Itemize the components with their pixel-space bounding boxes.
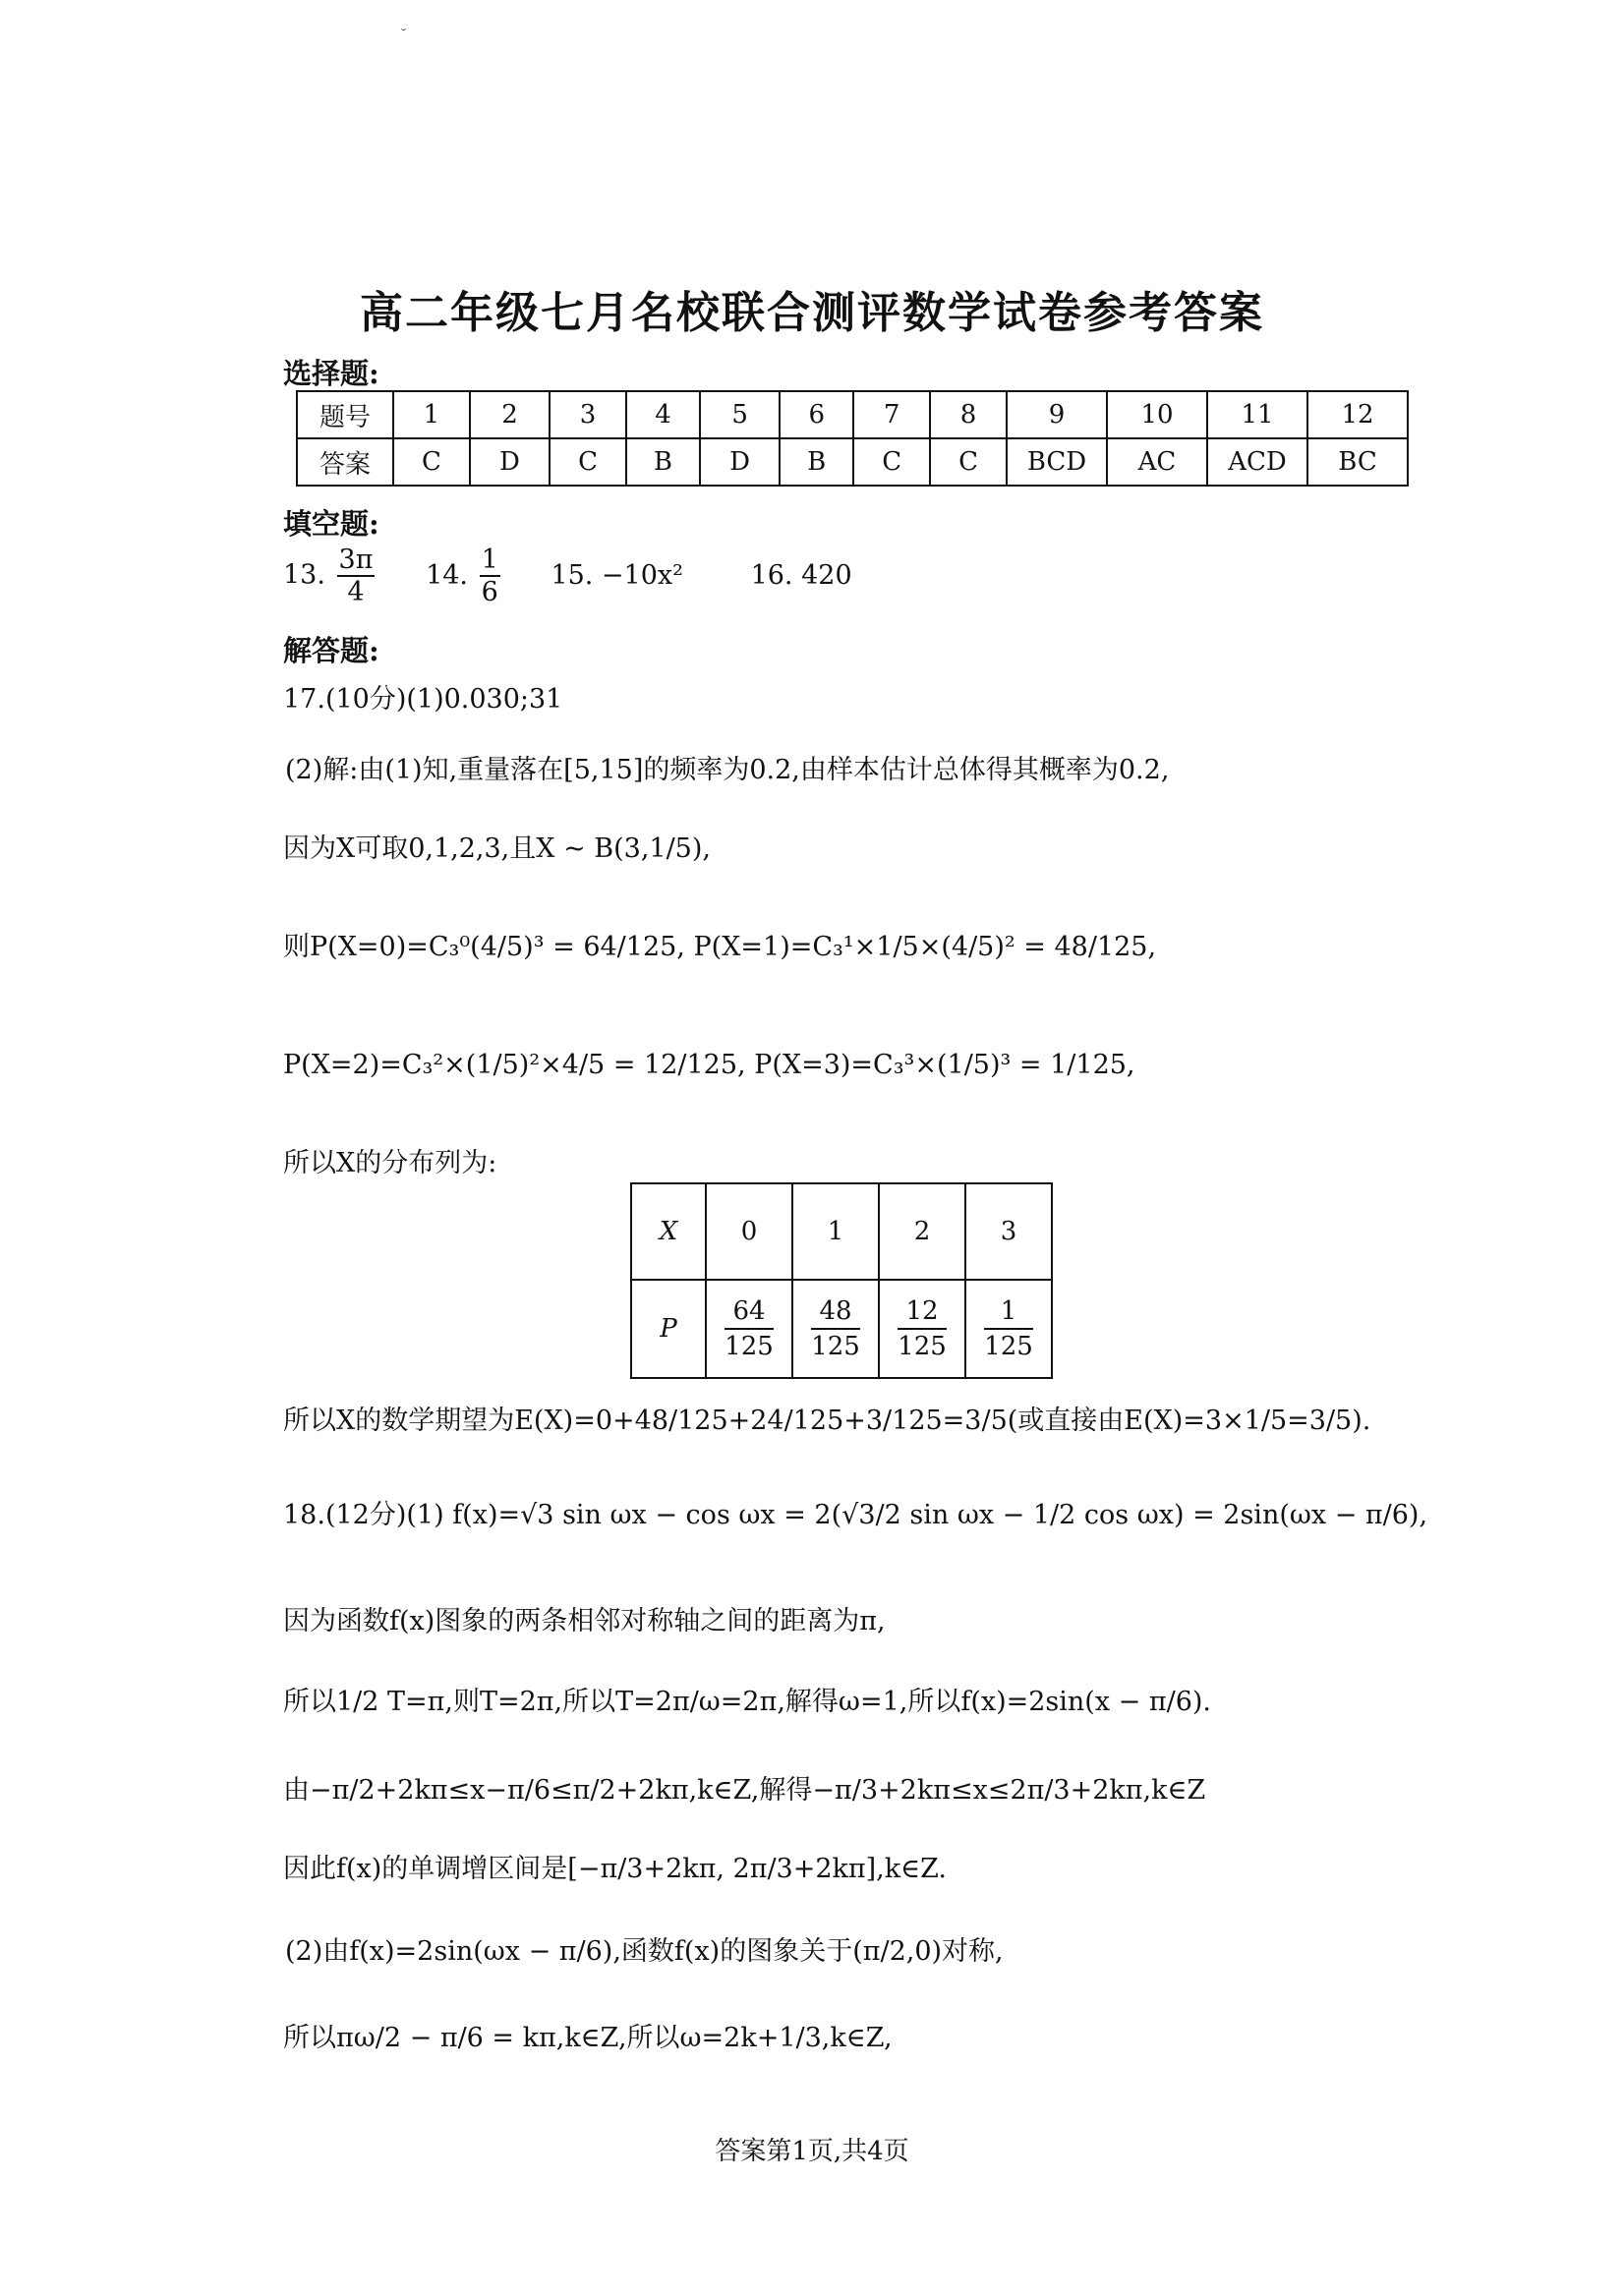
q16-answer: 16. 420 <box>750 559 852 591</box>
q14-fraction <box>480 546 500 605</box>
section-solve: 解答题: <box>283 634 379 667</box>
table-cell <box>792 1280 879 1378</box>
p-label: P <box>631 1280 706 1378</box>
q14-number: 14. <box>426 559 469 591</box>
probability-fraction <box>725 1296 774 1361</box>
table-cell <box>706 1280 792 1378</box>
table-cell: 5 <box>700 391 780 438</box>
table-cell: BCD <box>1007 438 1107 486</box>
table-cell: D <box>700 438 780 486</box>
denominator: 125 <box>811 1332 860 1361</box>
x-label: X <box>631 1183 706 1280</box>
page-title: 高二年级七月名校联合测评数学试卷参考答案 <box>360 288 1264 338</box>
q18-line-2: 因为函数f(x)图象的两条相邻对称轴之间的距离为π, <box>283 1606 886 1636</box>
numerator: 1 <box>481 545 498 575</box>
q17-line-6: 所以X的分布列为: <box>283 1148 497 1178</box>
table-cell: C <box>550 438 626 486</box>
table-cell: D <box>470 438 550 486</box>
q13-number: 13. <box>283 559 325 591</box>
distribution-table <box>630 1182 1053 1379</box>
table-cell: BC <box>1307 438 1408 486</box>
table-cell: 0 <box>706 1183 792 1280</box>
q17-line-5: P(X=2)=C₃²×(1/5)²×4/5 = 12/125, P(X=3)=C₃³×(1/5)³ = 1/125, <box>283 1050 1135 1080</box>
table-cell: 1 <box>393 391 470 438</box>
scan-mark: ˘ <box>400 28 407 43</box>
numerator: 3π <box>338 545 374 575</box>
row-label: 答案 <box>297 438 393 486</box>
q17-line-3: 因为X可取0,1,2,3,且X ~ B(3,1/5), <box>283 833 711 864</box>
table-cell <box>965 1280 1052 1378</box>
denominator: 125 <box>725 1332 774 1361</box>
q17-line-7: 所以X的数学期望为E(X)=0+48/125+24/125+3/125=3/5(或直接由E(X)=3×1/5=3/5). <box>283 1406 1371 1436</box>
table-cell: B <box>626 438 700 486</box>
table-cell: AC <box>1107 438 1207 486</box>
fill-answers <box>283 546 852 605</box>
table-row <box>297 438 1408 486</box>
probability-fraction <box>898 1296 947 1361</box>
q17-line-4: 则P(X=0)=C₃⁰(4/5)³ = 64/125, P(X=1)=C₃¹×1/5×(4/5)² = 48/125, <box>283 932 1157 962</box>
table-cell: C <box>393 438 470 486</box>
numerator: 64 <box>725 1296 774 1330</box>
denominator: 6 <box>481 577 498 607</box>
table-cell: 11 <box>1207 391 1307 438</box>
choice-answer-table <box>296 390 1409 487</box>
numerator: 12 <box>898 1296 947 1330</box>
table-cell: 2 <box>879 1183 965 1280</box>
page-footer: 答案第1页,共4页 <box>715 2137 909 2166</box>
probability-fraction <box>811 1296 860 1361</box>
table-cell: ACD <box>1207 438 1307 486</box>
table-cell: 6 <box>780 391 853 438</box>
section-fill: 填空题: <box>283 507 379 541</box>
q18-line-1: 18.(12分)(1) f(x)=√3 sin ωx − cos ωx = 2(√3/2 sin ωx − 1/2 cos ωx) = 2sin(ωx − π/6), <box>283 1500 1428 1530</box>
q18-line-5: 因此f(x)的单调增区间是[−π/3+2kπ, 2π/3+2kπ],k∈Z. <box>283 1854 947 1884</box>
table-row <box>631 1280 1052 1378</box>
numerator: 48 <box>811 1296 860 1330</box>
table-cell <box>879 1280 965 1378</box>
table-cell: 12 <box>1307 391 1408 438</box>
denominator: 125 <box>984 1332 1033 1361</box>
section-choice: 选择题: <box>283 357 379 390</box>
table-row <box>631 1183 1052 1280</box>
table-cell: 9 <box>1007 391 1107 438</box>
q13-fraction <box>337 546 376 605</box>
denominator: 125 <box>898 1332 947 1361</box>
q17-line-2: (2)解:由(1)知,重量落在[5,15]的频率为0.2,由样本估计总体得其概率为0.2, <box>285 755 1170 785</box>
table-cell: 2 <box>470 391 550 438</box>
table-row <box>297 391 1408 438</box>
q18-line-3: 所以1/2 T=π,则T=2π,所以T=2π/ω=2π,解得ω=1,所以f(x)=2sin(x − π/6). <box>283 1687 1211 1717</box>
table-cell: 10 <box>1107 391 1207 438</box>
q18-line-7: 所以πω/2 − π/6 = kπ,k∈Z,所以ω=2k+1/3,k∈Z, <box>283 2023 893 2053</box>
denominator: 4 <box>347 577 365 607</box>
table-cell: C <box>930 438 1007 486</box>
q18-line-4: 由−π/2+2kπ≤x−π/6≤π/2+2kπ,k∈Z,解得−π/3+2kπ≤x≤2π/3+2kπ,k∈Z <box>283 1775 1206 1806</box>
table-cell: B <box>780 438 853 486</box>
probability-fraction <box>984 1296 1033 1361</box>
q15-answer: 15. −10x² <box>551 559 683 591</box>
table-cell: 3 <box>965 1183 1052 1280</box>
q18-line-6: (2)由f(x)=2sin(ωx − π/6),函数f(x)的图象关于(π/2,0)对称, <box>285 1936 1004 1967</box>
table-cell: 8 <box>930 391 1007 438</box>
numerator: 1 <box>984 1296 1033 1330</box>
table-cell: C <box>853 438 930 486</box>
row-label: 题号 <box>297 391 393 438</box>
table-cell: 7 <box>853 391 930 438</box>
q17-line-1: 17.(10分)(1)0.030;31 <box>283 684 563 715</box>
table-cell: 3 <box>550 391 626 438</box>
table-cell: 1 <box>792 1183 879 1280</box>
table-cell: 4 <box>626 391 700 438</box>
